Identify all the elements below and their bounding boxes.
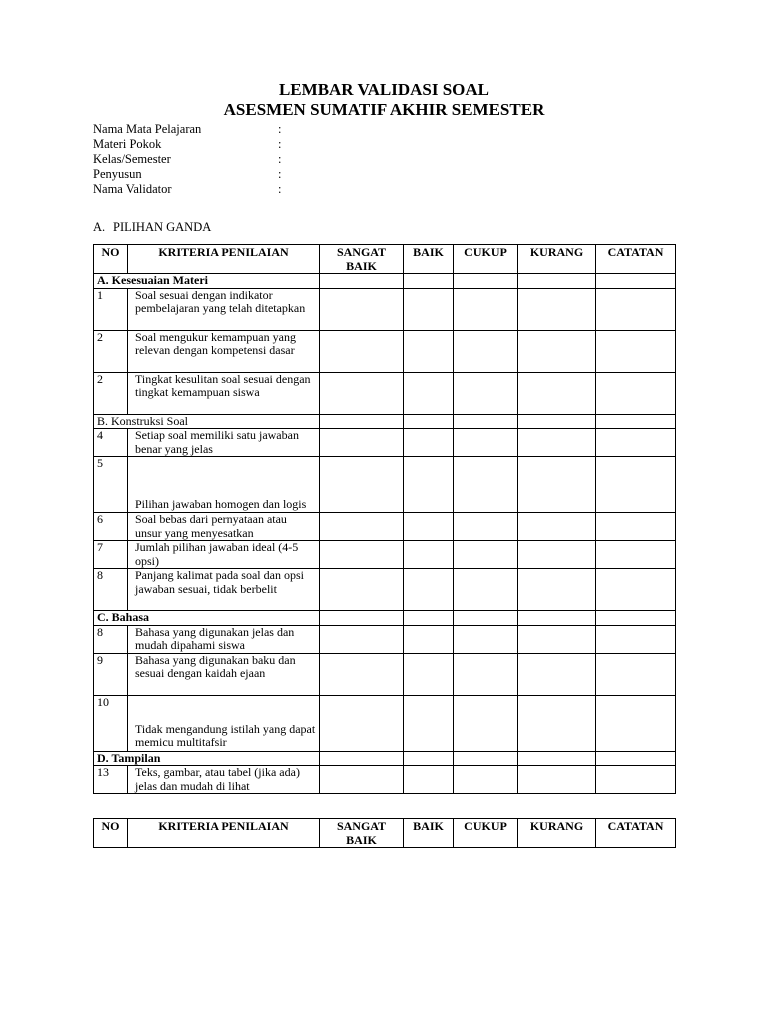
note-cell[interactable] — [596, 766, 676, 794]
row-number: 5 — [94, 457, 128, 513]
note-cell[interactable] — [596, 274, 676, 289]
score-cell[interactable] — [404, 330, 454, 372]
score-cell[interactable] — [518, 414, 596, 429]
table-row — [94, 372, 676, 414]
table-row — [94, 429, 676, 457]
score-cell[interactable] — [454, 695, 518, 751]
score-cell[interactable] — [320, 513, 404, 541]
note-cell[interactable] — [596, 414, 676, 429]
score-cell[interactable] — [404, 457, 454, 513]
score-cell[interactable] — [454, 429, 518, 457]
header-catatan: CATATAN — [596, 819, 676, 848]
score-cell[interactable] — [404, 625, 454, 653]
score-cell[interactable] — [518, 330, 596, 372]
row-number: 1 — [94, 288, 128, 330]
score-cell[interactable] — [404, 653, 454, 695]
note-cell[interactable] — [596, 625, 676, 653]
document-subtitle: ASESMEN SUMATIF AKHIR SEMESTER — [223, 100, 545, 119]
criteria-text: Pilihan jawaban homogen dan logis — [128, 457, 320, 513]
score-cell[interactable] — [320, 625, 404, 653]
table-row — [94, 695, 676, 751]
group-row — [94, 414, 676, 429]
score-cell[interactable] — [518, 611, 596, 626]
info-label: Penyusun — [93, 167, 142, 181]
info-label: Kelas/Semester — [93, 152, 171, 166]
info-colon: : — [278, 122, 282, 136]
group-label: B. Konstruksi Soal — [94, 414, 320, 429]
criteria-text: Soal bebas dari pernyataan atau unsur yang menyesatkan — [128, 513, 320, 541]
row-number: 13 — [94, 766, 128, 794]
note-cell[interactable] — [596, 653, 676, 695]
score-cell[interactable] — [404, 766, 454, 794]
score-cell[interactable] — [518, 274, 596, 289]
score-cell[interactable] — [320, 414, 404, 429]
note-cell[interactable] — [596, 288, 676, 330]
table-row — [94, 513, 676, 541]
score-cell[interactable] — [320, 274, 404, 289]
row-number: 6 — [94, 513, 128, 541]
table-row — [94, 653, 676, 695]
score-cell[interactable] — [404, 288, 454, 330]
header-kurang: KURANG — [518, 245, 596, 274]
score-cell[interactable] — [518, 569, 596, 611]
header-no: NO — [94, 819, 128, 848]
score-cell[interactable] — [454, 372, 518, 414]
header-sangat-baik: SANGAT BAIK — [320, 819, 404, 848]
score-cell[interactable] — [454, 766, 518, 794]
note-cell[interactable] — [596, 695, 676, 751]
info-colon: : — [278, 182, 282, 196]
section-title: PILIHAN GANDA — [113, 220, 212, 234]
score-cell[interactable] — [320, 429, 404, 457]
info-colon: : — [278, 167, 282, 181]
score-cell[interactable] — [320, 457, 404, 513]
group-label: D. Tampilan — [94, 751, 320, 766]
score-cell[interactable] — [518, 429, 596, 457]
header-sangat-baik: SANGAT BAIK — [320, 245, 404, 274]
note-cell[interactable] — [596, 611, 676, 626]
score-cell[interactable] — [320, 611, 404, 626]
note-cell[interactable] — [596, 372, 676, 414]
table-row — [94, 766, 676, 794]
criteria-text: Panjang kalimat pada soal dan opsi jawaban sesuai, tidak berbelit — [128, 569, 320, 611]
row-number: 2 — [94, 330, 128, 372]
score-cell[interactable] — [454, 457, 518, 513]
note-cell[interactable] — [596, 569, 676, 611]
score-cell[interactable] — [404, 751, 454, 766]
table-row — [94, 541, 676, 569]
score-cell[interactable] — [518, 457, 596, 513]
score-cell[interactable] — [454, 414, 518, 429]
score-cell[interactable] — [404, 569, 454, 611]
criteria-text: Jumlah pilihan jawaban ideal (4-5 opsi) — [128, 541, 320, 569]
score-cell[interactable] — [454, 541, 518, 569]
note-cell[interactable] — [596, 751, 676, 766]
score-cell[interactable] — [404, 541, 454, 569]
score-cell[interactable] — [320, 569, 404, 611]
group-row — [94, 611, 676, 626]
validation-table-next — [93, 818, 676, 848]
header-no: NO — [94, 245, 128, 274]
header-kriteria: KRITERIA PENILAIAN — [128, 819, 320, 848]
header-kriteria: KRITERIA PENILAIAN — [128, 245, 320, 274]
note-cell[interactable] — [596, 457, 676, 513]
row-number: 2 — [94, 372, 128, 414]
score-cell[interactable] — [518, 513, 596, 541]
group-row — [94, 274, 676, 289]
score-cell[interactable] — [454, 611, 518, 626]
score-cell[interactable] — [404, 513, 454, 541]
row-number: 8 — [94, 625, 128, 653]
score-cell[interactable] — [404, 414, 454, 429]
score-cell[interactable] — [518, 751, 596, 766]
info-colon: : — [278, 137, 282, 151]
group-label: A. Kesesuaian Materi — [94, 274, 320, 289]
score-cell[interactable] — [404, 429, 454, 457]
score-cell[interactable] — [454, 751, 518, 766]
row-number: 9 — [94, 653, 128, 695]
score-cell[interactable] — [454, 330, 518, 372]
score-cell[interactable] — [454, 274, 518, 289]
score-cell[interactable] — [404, 372, 454, 414]
group-label: C. Bahasa — [94, 611, 320, 626]
score-cell[interactable] — [454, 653, 518, 695]
score-cell[interactable] — [320, 766, 404, 794]
score-cell[interactable] — [518, 695, 596, 751]
section-heading — [93, 220, 211, 235]
document-title: LEMBAR VALIDASI SOAL — [278, 80, 490, 99]
group-row — [94, 751, 676, 766]
score-cell[interactable] — [404, 274, 454, 289]
criteria-text: Tidak mengandung istilah yang dapat memicu multitafsir — [128, 695, 320, 751]
section-letter: A. — [93, 220, 106, 234]
header-baik: BAIK — [404, 245, 454, 274]
score-cell[interactable] — [404, 611, 454, 626]
table-row — [94, 330, 676, 372]
info-colon: : — [278, 152, 282, 166]
score-cell[interactable] — [454, 288, 518, 330]
score-cell[interactable] — [518, 541, 596, 569]
score-cell[interactable] — [454, 513, 518, 541]
info-label: Nama Mata Pelajaran — [93, 122, 202, 136]
info-label: Materi Pokok — [93, 137, 162, 151]
note-cell[interactable] — [596, 429, 676, 457]
row-number: 10 — [94, 695, 128, 751]
note-cell[interactable] — [596, 513, 676, 541]
score-cell[interactable] — [518, 766, 596, 794]
note-cell[interactable] — [596, 330, 676, 372]
row-number: 4 — [94, 429, 128, 457]
validation-table — [93, 244, 676, 794]
header-baik: BAIK — [404, 819, 454, 848]
score-cell[interactable] — [320, 695, 404, 751]
header-catatan: CATATAN — [596, 245, 676, 274]
table-row — [94, 569, 676, 611]
score-cell[interactable] — [320, 751, 404, 766]
score-cell[interactable] — [518, 288, 596, 330]
table-header-row — [94, 819, 676, 848]
criteria-text: Tingkat kesulitan soal sesuai dengan tingkat kemampuan siswa — [128, 372, 320, 414]
score-cell[interactable] — [320, 541, 404, 569]
table-header-row — [94, 245, 676, 274]
criteria-text: Teks, gambar, atau tabel (jika ada) jelas dan mudah di lihat — [128, 766, 320, 794]
criteria-text: Setiap soal memiliki satu jawaban benar yang jelas — [128, 429, 320, 457]
header-cukup: CUKUP — [454, 819, 518, 848]
score-cell[interactable] — [320, 372, 404, 414]
row-number: 8 — [94, 569, 128, 611]
score-cell[interactable] — [320, 288, 404, 330]
score-cell[interactable] — [320, 653, 404, 695]
score-cell[interactable] — [518, 653, 596, 695]
criteria-text: Soal mengukur kemampuan yang relevan dengan kompetensi dasar — [128, 330, 320, 372]
score-cell[interactable] — [518, 625, 596, 653]
score-cell[interactable] — [404, 695, 454, 751]
score-cell[interactable] — [518, 372, 596, 414]
criteria-text: Bahasa yang digunakan baku dan sesuai dengan kaidah ejaan — [128, 653, 320, 695]
header-kurang: KURANG — [518, 819, 596, 848]
table-row — [94, 625, 676, 653]
criteria-text: Bahasa yang digunakan jelas dan mudah dipahami siswa — [128, 625, 320, 653]
table-row — [94, 457, 676, 513]
score-cell[interactable] — [320, 330, 404, 372]
info-label: Nama Validator — [93, 182, 172, 196]
note-cell[interactable] — [596, 541, 676, 569]
score-cell[interactable] — [454, 625, 518, 653]
row-number: 7 — [94, 541, 128, 569]
header-cukup: CUKUP — [454, 245, 518, 274]
score-cell[interactable] — [454, 569, 518, 611]
criteria-text: Soal sesuai dengan indikator pembelajaran yang telah ditetapkan — [128, 288, 320, 330]
table-row — [94, 288, 676, 330]
